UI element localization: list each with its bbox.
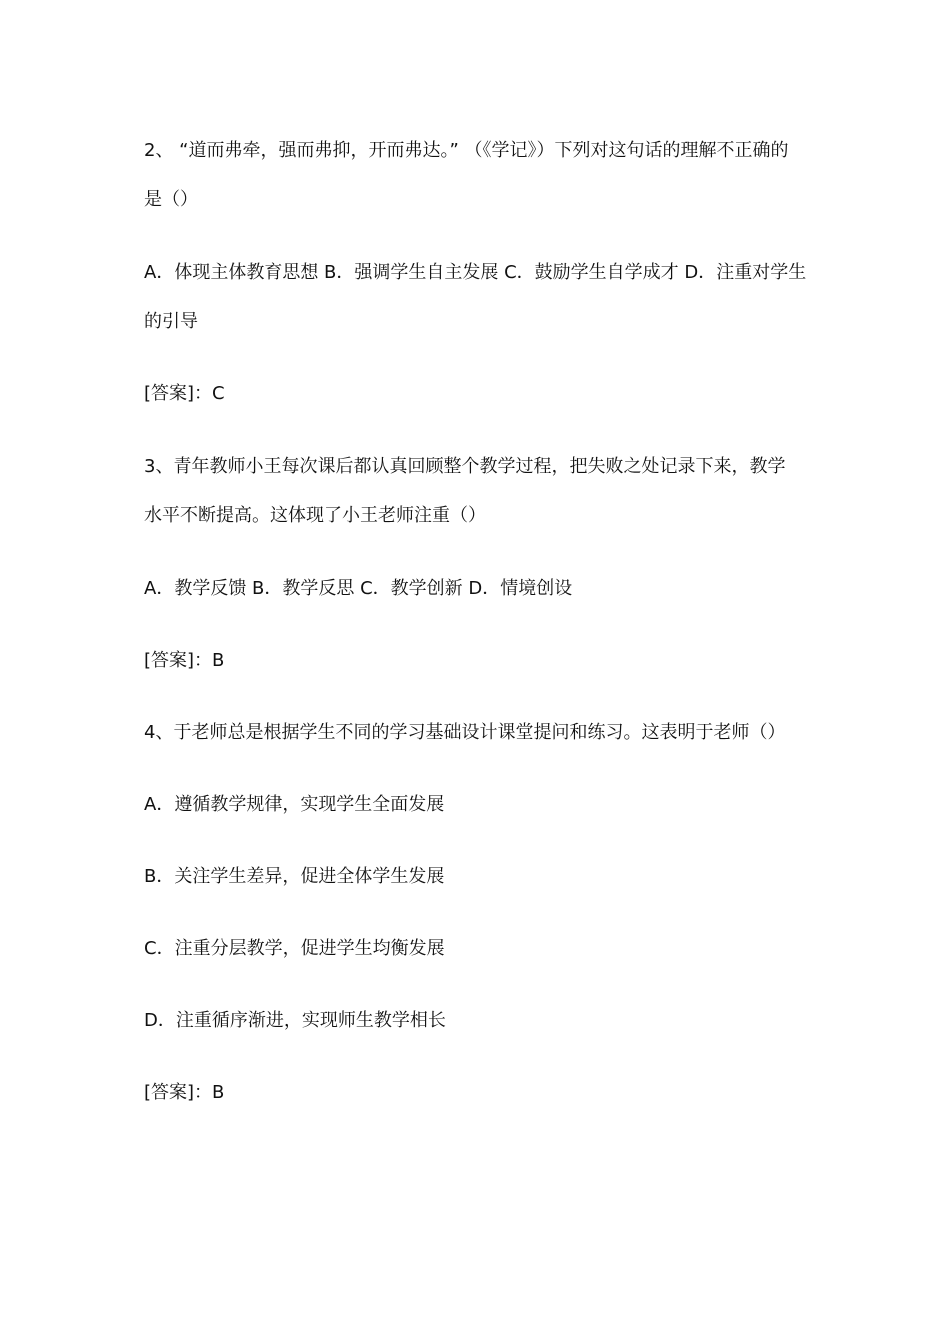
question-4-option-a: A．遵循教学规律，实现学生全面发展 [144,794,445,815]
question-4-option-c: C．注重分层教学，促进学生均衡发展 [144,938,445,959]
question-4-option-d: D．注重循序渐进，实现师生教学相长 [144,1010,446,1031]
question-2-answer: [答案]：C [144,383,225,404]
question-3-answer: [答案]：B [144,650,225,671]
question-3-stem-line-2: 水平不断提高。这体现了小王老师注重（） [144,505,486,526]
question-3-stem-line-1: 3、青年教师小王每次课后都认真回顾整个教学过程，把失败之处记录下来，教学 [144,456,786,477]
question-2-options-line-1: A．体现主体教育思想 B．强调学生自主发展 C．鼓励学生自学成才 D．注重对学生 [144,262,807,283]
question-4-stem: 4、于老师总是根据学生不同的学习基础设计课堂提问和练习。这表明于老师（） [144,722,786,743]
question-2-options-line-2: 的引导 [144,311,198,332]
question-4-answer: [答案]：B [144,1082,225,1103]
question-3-options: A．教学反馈 B．教学反思 C．教学创新 D．情境创设 [144,578,573,599]
question-2-stem-line-2: 是（） [144,189,198,210]
question-4-option-b: B．关注学生差异，促进全体学生发展 [144,866,445,887]
question-2-stem-line-1: 2、 “道而弗牵，强而弗抑，开而弗达。” （《学记》）下列对这句话的理解不正确的 [144,140,789,161]
